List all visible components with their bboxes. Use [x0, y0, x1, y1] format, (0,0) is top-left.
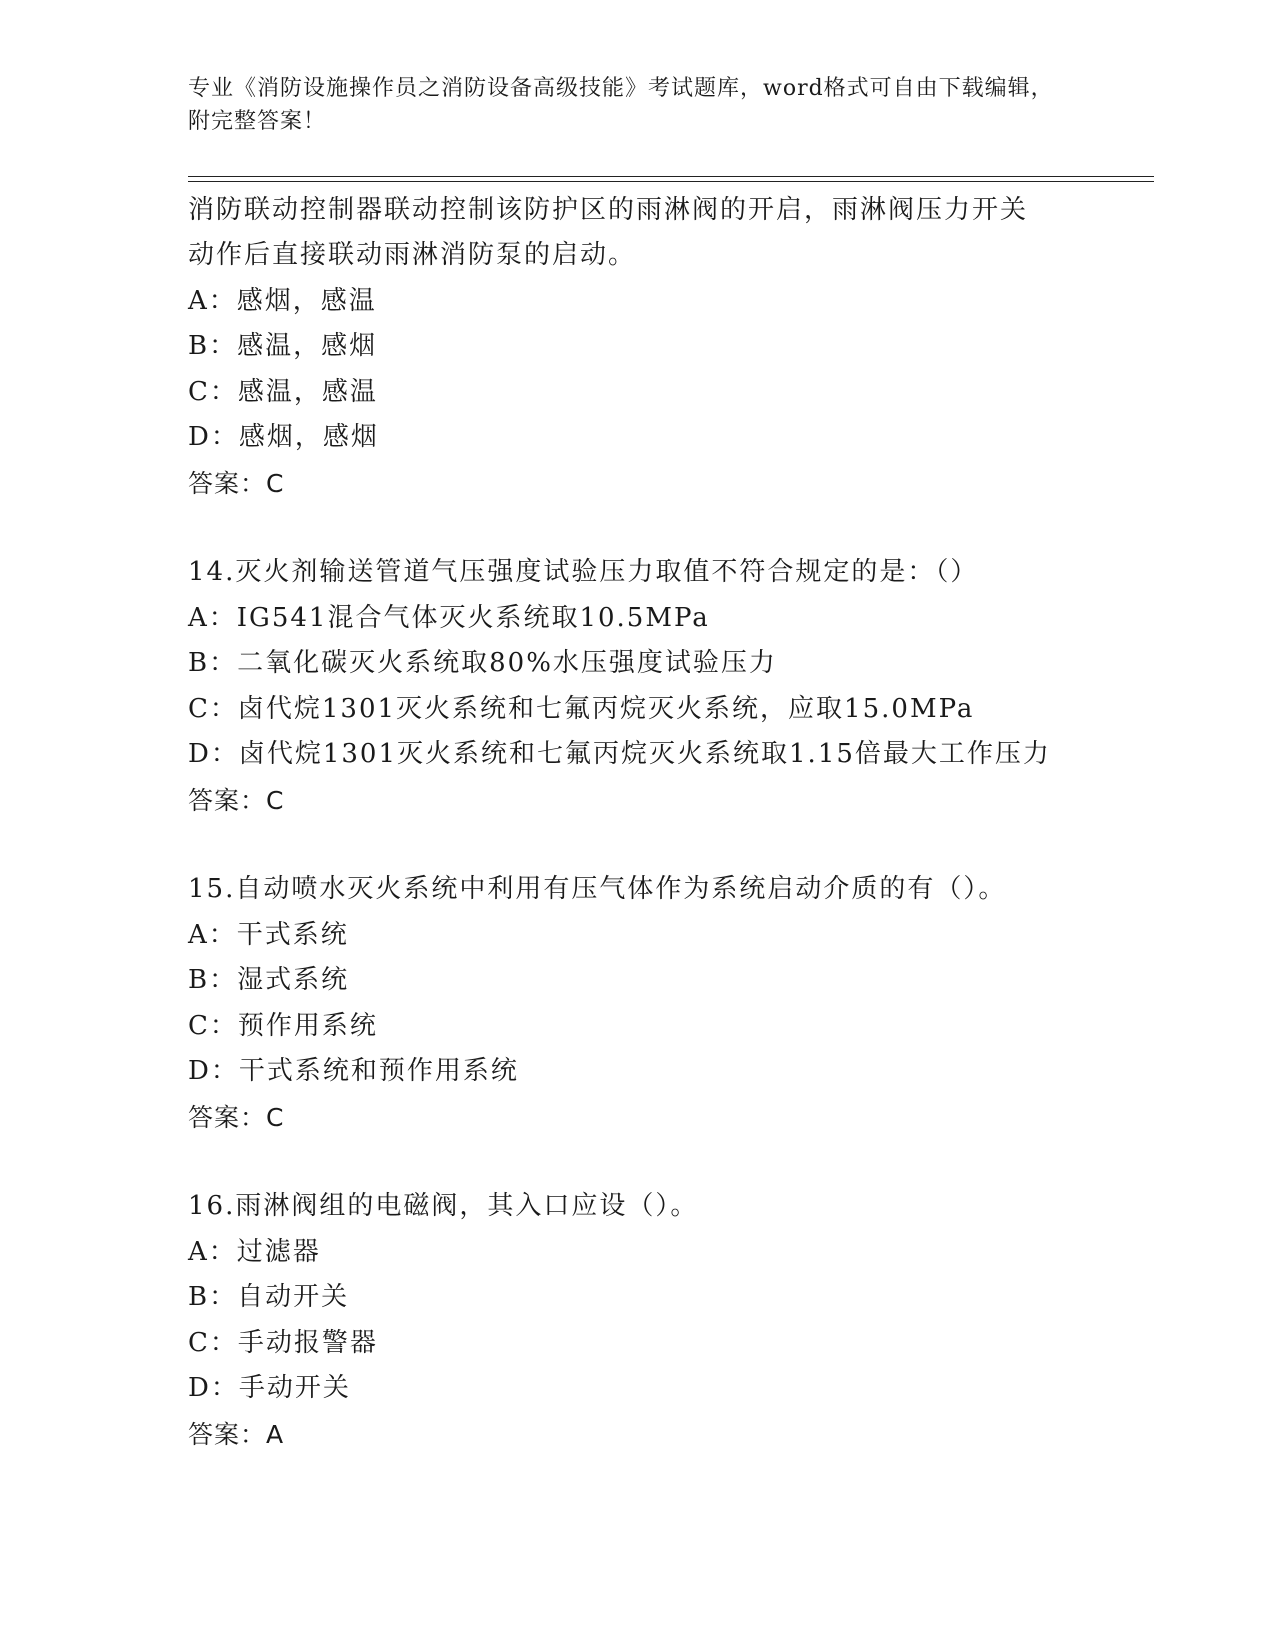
- spacer: [188, 1140, 1088, 1184]
- option-d: D：卤代烷1301灭火系统和七氟丙烷灭火系统取1.15倍最大工作压力: [188, 739, 1051, 769]
- option-d: D：手动开关: [188, 1373, 351, 1403]
- document-intro: 专业《消防设施操作员之消防设备高级技能》考试题库，word格式可自由下载编辑，附完整答案！: [188, 76, 1054, 134]
- question-15: [188, 867, 1088, 1140]
- option-c: C：感温，感温: [188, 376, 378, 407]
- option-a: A：过滤器: [188, 1236, 321, 1267]
- question-stem-line: 消防联动控制器联动控制该防护区的雨淋阀的开启，雨淋阀压力开关: [188, 195, 1029, 225]
- option-b: B：湿式系统: [188, 965, 350, 995]
- question-stem-line: 动作后直接联动雨淋消防泵的启动。: [188, 240, 637, 270]
- option-d: D：干式系统和预作用系统: [188, 1056, 519, 1086]
- answer: 答案：C: [188, 1102, 285, 1132]
- question-list: [188, 188, 1088, 1457]
- option-a: A：感烟，感温: [188, 285, 377, 316]
- option-c: C：手动报警器: [188, 1327, 378, 1358]
- question-14: [188, 550, 1088, 823]
- answer: 答案：A: [188, 1419, 285, 1449]
- header-divider-bottom: [188, 181, 1154, 182]
- option-a: A：IG541混合气体灭火系统取10.5MPa: [188, 602, 710, 633]
- option-c: C：预作用系统: [188, 1010, 378, 1041]
- spacer: [188, 823, 1088, 867]
- question-stem: 15.自动喷水灭火系统中利用有压气体作为系统启动介质的有（）。: [188, 874, 1007, 904]
- option-b: B：感温，感烟: [188, 331, 378, 361]
- header-divider-top: [188, 176, 1154, 177]
- option-a: A：干式系统: [188, 919, 349, 950]
- answer: 答案：C: [188, 468, 285, 498]
- question-16: [188, 1184, 1088, 1457]
- option-c: C：卤代烷1301灭火系统和七氟丙烷灭火系统，应取15.0MPa: [188, 693, 975, 724]
- question-stem: 16.雨淋阀组的电磁阀，其入口应设（）。: [188, 1191, 699, 1221]
- question-13: [188, 188, 1088, 506]
- option-b: B：二氧化碳灭火系统取80%水压强度试验压力: [188, 648, 777, 678]
- option-d: D：感烟，感烟: [188, 422, 379, 452]
- answer: 答案：C: [188, 785, 285, 815]
- option-b: B：自动开关: [188, 1282, 350, 1312]
- question-stem: 14.灭火剂输送管道气压强度试验压力取值不符合规定的是：（）: [188, 557, 979, 587]
- spacer: [188, 506, 1088, 550]
